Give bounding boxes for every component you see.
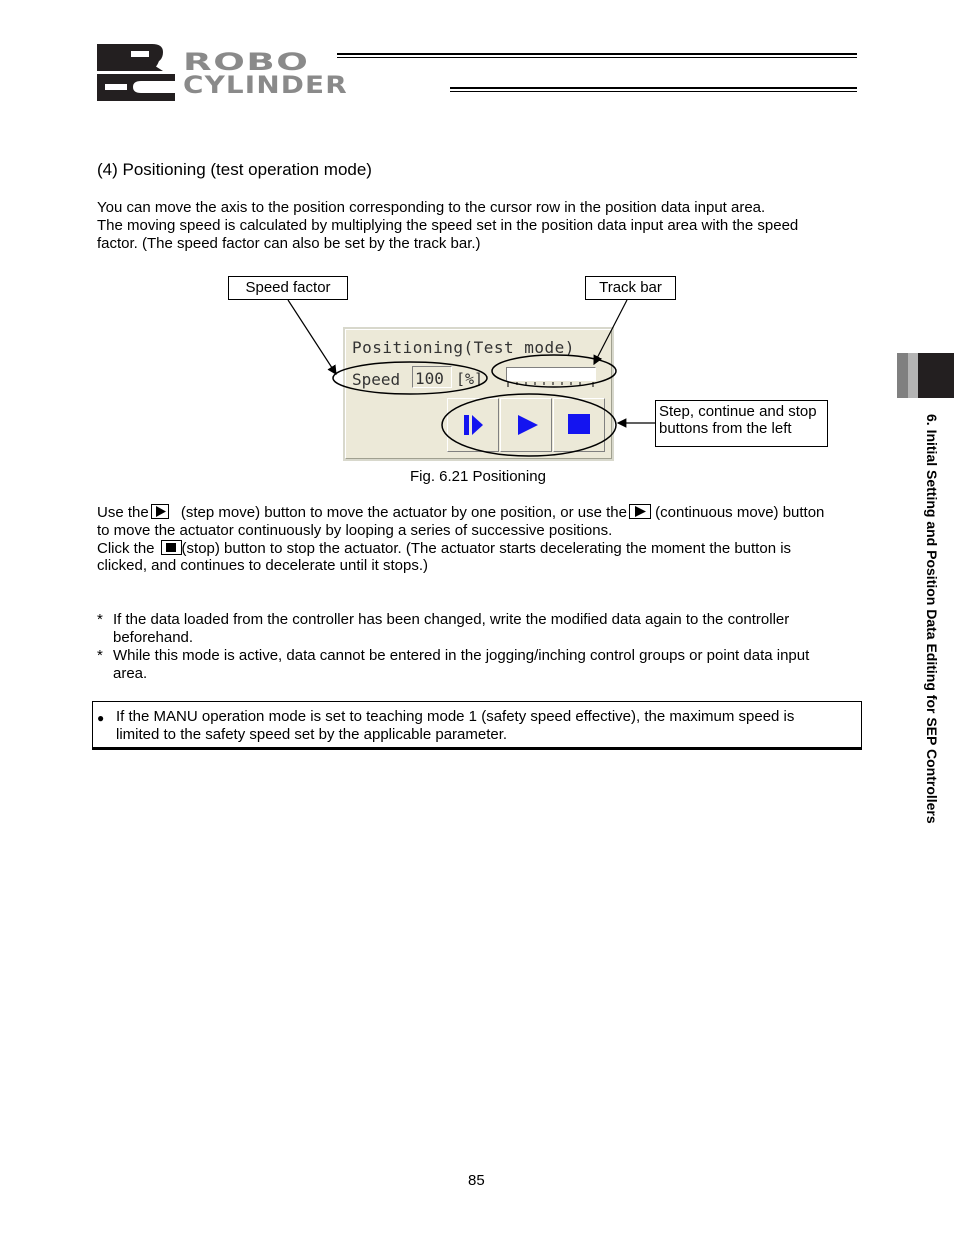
body-p2-b: (stop) button to stop the actuator. (The actuator starts decelerating the moment the button is [181, 540, 792, 557]
buttons-label-line-1: Step, continue and stop [659, 403, 817, 420]
inline-stop-icon [162, 541, 181, 554]
speed-value: 100 [415, 369, 444, 388]
caution-marker: ● [97, 711, 105, 725]
body-p1-c: (continuous move) button [650, 504, 825, 521]
body-paragraph-2 [97, 540, 857, 558]
figure-annotations [0, 0, 954, 500]
logo-robo-text: ROBO [183, 48, 310, 76]
intro-line-1: You can move the axis to the position corresponding to the cursor row in the position data input area. [97, 199, 766, 216]
body-p2-line-2: clicked, and continues to decelerate until it stops.) [97, 557, 429, 574]
note-2-line-2: area. [113, 665, 148, 682]
intro-line-2: The moving speed is calculated by multiplying the speed set in the position data input area with the speed [97, 217, 799, 234]
body-p1-b: (step move) button to move the actuator by one position, or use the [176, 504, 627, 521]
caution-box [92, 701, 862, 750]
side-tab-light [908, 353, 918, 398]
figure-caption: Fig. 6.21 Positioning [410, 468, 546, 485]
intro-line-3: factor. (The speed factor can also be set by the track bar.) [97, 235, 481, 252]
note-2-marker: * [97, 647, 103, 664]
caution-line-1: If the MANU operation mode is set to teaching mode 1 (safety speed effective), the maximum speed is [116, 708, 795, 725]
note-2-line-1: While this mode is active, data cannot be entered in the jogging/inching control groups or point data input [113, 647, 810, 664]
section-title: (4) Positioning (test operation mode) [97, 160, 372, 179]
page-number: 85 [468, 1172, 485, 1189]
body-p2-a: Click the [97, 540, 155, 557]
side-tab-dark [918, 353, 954, 398]
panel-title: Positioning(Test mode) [352, 338, 575, 357]
track-bar-label-text: Track bar [599, 279, 662, 296]
caution-line-2: limited to the safety speed set by the applicable parameter. [116, 726, 508, 743]
note-1-line-2: beforehand. [113, 629, 194, 646]
inline-stop-button [161, 540, 182, 555]
note-1-line-1: If the data loaded from the controller has been changed, write the modified data again to the controller [113, 611, 790, 628]
speed-factor-label-text: Speed factor [245, 279, 331, 296]
buttons-label-line-2: buttons from the left [659, 420, 792, 437]
body-p1-line-2: to move the actuator continuously by looping a series of successive positions. [97, 522, 613, 539]
logo-cylinder-text: CYLINDER [183, 71, 348, 99]
inline-continuous-button [629, 504, 651, 519]
chapter-side-title: 6. Initial Setting and Position Data Editing for SEP Controllers [924, 414, 940, 824]
speed-label: Speed [352, 370, 401, 389]
body-p1-a: Use the [97, 504, 149, 521]
inline-step-button [151, 504, 169, 519]
note-1-marker: * [97, 611, 103, 628]
speed-unit: [%] [456, 370, 484, 388]
inline-step-icon [152, 505, 168, 518]
body-paragraph-1 [97, 504, 857, 522]
inline-play-icon [630, 505, 650, 518]
